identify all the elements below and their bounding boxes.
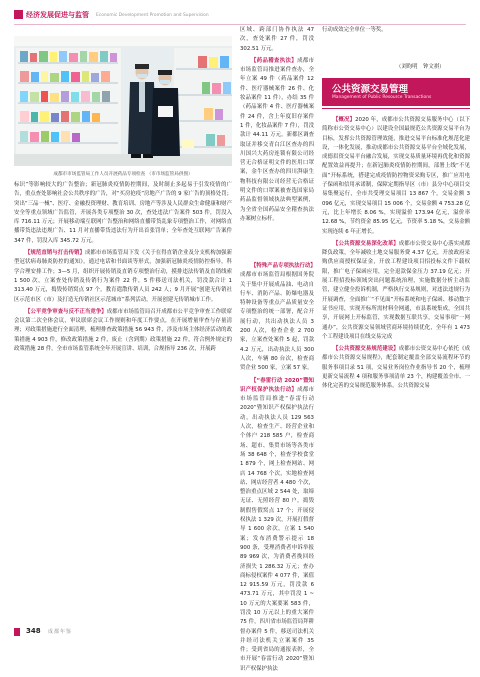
col3-heading-overview: 【概况】 xyxy=(333,117,356,123)
col3-heading-standardization: 【公共资源交易规范建设】 xyxy=(333,346,399,353)
col3-paragraph-1 xyxy=(322,116,470,237)
col2-heading-special-products: 【特殊产品专项执法行动】 xyxy=(251,263,316,269)
col1-paragraph-3 xyxy=(14,308,232,354)
column-2 xyxy=(240,26,314,227)
col3-text-standardization: 成都市公资交易中心依托《成都市公共资源交易规程》，配套制定覆盖全部交易流程环节的服务事项目录 51 项，交易业务岗位作业指导书 20 个，梳理更新交易流程 4 项和服务事项清单 23 个，构建覆盖全市、一体化完善的交易规范服务体系，公共资源交易 xyxy=(322,346,470,390)
column-3-top xyxy=(322,26,470,38)
col2-paragraph-1: 区域、跨部门协作执法 47 次，查处案件 27 件，罚没 302.51 万元。 xyxy=(240,27,314,52)
author-signature: （刘昀明 钟文祺） xyxy=(396,64,445,70)
col1-heading-direct-selling: 【规范直销与打击传销】 xyxy=(25,250,85,257)
header-subtitle: Economic Development Promotion and Supervision xyxy=(96,13,209,18)
pharmacy-inspection-illustration xyxy=(14,36,232,166)
col3-paragraph-2 xyxy=(322,240,470,342)
col3-text-overview: 2020 年，成都市公共资源交易服务中心（以下简称市公资交易中心）以建设全国最规范公共资源交易平台为目标，发挥公共资源管理效能，推进交易平台标准化规范化建设，一体化发展，推动成都市公共资源交易平台全域化发展，成德眉资交易平台融合发展，实现交易质量环境再优化和资源配置效益再提升；在新冠肺炎疫情防控期间，部署上线“不见面”开标系统，搭建完成疫情防控物资采购专区，推广应用电子保函和信用承诺制，保障定期指导区（市）县分中心项目交易集聚运行，全市共受理交易项目 13 867 个，交易金额 3 096 亿元，实现交易项目 15 006 个，交易金额 4 753.28 亿元，比上年增长 8.06 %，实现溢价 173.94 亿元，溢价率 12.68 %，节约资金 85.95 亿元，节资率 5.18 %，交易金额实现连续 6 年正增长。 xyxy=(322,117,470,235)
col1-paragraph-1: 标识”等影响较大的广告整治；新冠肺炎疫情防控期间，及时制止多起易于引发疫情的广告，重点查处影响社会公共秩序的广告，对“买房抢疫”房地产广告的 9 家广告的顶格处罚；突出“三品一械”、医疗、金融投资理财、教育培训、房地产等涉及人民群众生命健康和财产安全等重点领域广告监管，开展各类专项整治 30 次，查处违法广告案件 503 件，罚没入库 716.11 万元；开展移动端互联网广告整治和网络直播带货乱象专项整治工作，对网络直播带货违法违规广告、11 月对直播带货违法行为开出首张罚单；全年查处互联网广告案件 347 件，罚没入库 345.72 万元。 xyxy=(14,182,232,244)
col1-text-fair-competition: 成都市市场监管局召开成都市公平竞争审查工作联席会议第二次全体会议，审议联席会议工作规则和年度工作要点，在开展增量审查与存量清理；对政策措施进行全面清理，梳理排查政策措施 56 943 件，涉及市场主体经济活动的政策措施 4 903 件，修改政策措施 2 件，废止（含到期）政策措施 22 件，符合例外规定的政策措施 28 件。全市市场监管系统全年开展宣讲、培训，合规指导 236 次，开展跨 xyxy=(14,308,232,353)
col1-paragraph-2 xyxy=(14,249,232,305)
running-header xyxy=(14,8,466,22)
header-title: 经济发展促进与监管 xyxy=(26,11,89,19)
section-rule xyxy=(322,108,470,109)
header-rule xyxy=(14,24,466,25)
col2-heading-spring-thunder: 【“春雷行动 2020”暨知识产权保护执法行动】 xyxy=(240,377,314,393)
column-3 xyxy=(322,116,470,395)
col2-text-spring-thunder: 成都市市场监管局推进“春雷行动 2020”暨知识产权保护执法行动，出动执法人员 129 563 人次，检查生产、经营企业和个体户 218 585 户，检查商场、超市、集贸市场等各类市场 38 648 个，检查学校食堂 1 879 个，网上检查网站、网店 14 768 个次，实地检查网站、网店经营者 4 480 个次，整治重点区域 2 544 处，取缔无证、无照经营 80 户，捣毁制假售假窝点 17 个；开展侵权执法 1 329 次，开展打假督导 1 600 余次，立案 1 540 案；发布消费警示提示 18 900 条，受理消费者申诉举报 89 969 次，为消费者挽回经济损失 1 286.32 万元；查办商标侵权案件 4 077 件，案值 12 915.59 万元，罚没款 6 473.71 万元，其中罚没 1 ~ 10 万元的大案要案 583 件，罚没 10 万元以上的重大案件 75 件，四川省市场监管局拜耕督办案件 5 件，移送司法机关并经司法机关立案案件 35 件；受到省局的通报表彰，全市开展“春雷行动 2020”暨知识产权保护执法 xyxy=(240,386,314,672)
section-title-box xyxy=(322,78,470,106)
inspection-photo xyxy=(14,36,232,166)
col2-paragraph-4 xyxy=(240,377,314,675)
header-mark xyxy=(14,10,23,19)
col2-heading-drug-inspection: 【药品稽查执法】 xyxy=(251,57,298,64)
col3-text-reform: 成都市公资交易中心落实成都降负政策，全年减收土地交易服务费 4.37 亿元，开放政府采购供应商授权保证金，开放工程建设项目招投标文件下载权限，推广电子保函应用，完全退款保金压力 37.19 亿元；开展工程招投标领域突出问题系统治理，实施数据分析主动监管，建立健全投诉机制，严格执行交易规则，对违法违规行为开展调查，全面推广“不见面”开标系统和电子保函、移动数字证书应用，实现开标所需材料全网通，市县系统集成，全国共享，开展网上开标监管，实现数据互联共享，交易事项“一网通办”，公共资源交易领域营商环境持续优化，全年有 1 473 个工程建设项目在线交易完成 xyxy=(322,240,470,340)
column-2-lower xyxy=(240,262,314,677)
col3-paragraph-3 xyxy=(322,345,470,391)
page-number: 348 xyxy=(26,627,41,635)
photo-caption: 成都市市场监管局工作人员开展药品专项检查 （市市场监管局供图） xyxy=(53,172,193,177)
column-1 xyxy=(14,181,232,357)
col1-heading-fair-competition: 【公平竞争审查与反不正当竞争】 xyxy=(25,308,107,315)
col3-heading-reform: 【公共资源交易深化改革】 xyxy=(333,240,399,247)
magazine-name: 成都年鉴 xyxy=(48,629,73,635)
footer-mark xyxy=(14,628,20,636)
col2-text-special-products: 成都市市场监管局根据国务院关于集中开展成品油、电动自行车、消防产品、防爆电器及特种设备等重点产品质量安全专项整治的统一部署，配合开展行动，共出动执法人员 3 200 人次，检查企业 2 700 家，立案查处案件 5 起，罚款 4.2 万元，出动执法人员 300 人次，车辆 80 台次，检查商贸企业 500 家，立案 57 家。 xyxy=(240,272,314,372)
col1-text-direct-selling: 成都市市场监管局下发《关于在得直销企业及分支机构加强新型冠状病毒肺炎防控的通知》，通过电话和书面谈等形式，加强新冠肺炎疫情防控指导，科学合理安排工作；3—5 月，组织开展传销及直销专项整治行动，摸排违法传销及直销线索 1 500 次，立案查处传销及传销行为案件 22 件，5 件移送司法机关，罚没款合计 1 313.40 万元，捣毁传销窝点 97 个，教育遣散传销人员 242 人；9 月开展“创建无传销社区示范市区（市）及打造无传销社区示范城市”系列活动，开展创建无传销城市工作。 xyxy=(14,250,232,303)
section-subtitle: Management of Public Resource Transactions xyxy=(332,95,432,100)
col2-paragraph-3 xyxy=(240,262,314,374)
col2-text-drug-inspection: 成都市市场监管局推进案件查办，全年立案 49 件（药品案件 12 件、医疗器械案件 26 件、化妆品案件 11 件），办结 35 件（药品案件 4 件、医疗器械案件 24 件，含上年度旧存案件 1 件，化妆品案件 7 件），罚没款计 44.11 万元。新都区调查取证并移交青白江区查办的四川国兴大药房连锁有限公司经营无合格证明文件的医用口罩案，金牛区查办的四川湃康生物科技有限公司经营无合格证明文件的口罩案被查选国家局药品监督领域执法典型案例，为全省全国药品安全稽查执法办案树立标杆。 xyxy=(240,57,314,222)
section-title: 公共资源交易管理 xyxy=(332,84,409,95)
col2-paragraph-2 xyxy=(240,57,314,224)
col3-continuation: 行动成效完全单位一等奖。 xyxy=(322,27,387,33)
